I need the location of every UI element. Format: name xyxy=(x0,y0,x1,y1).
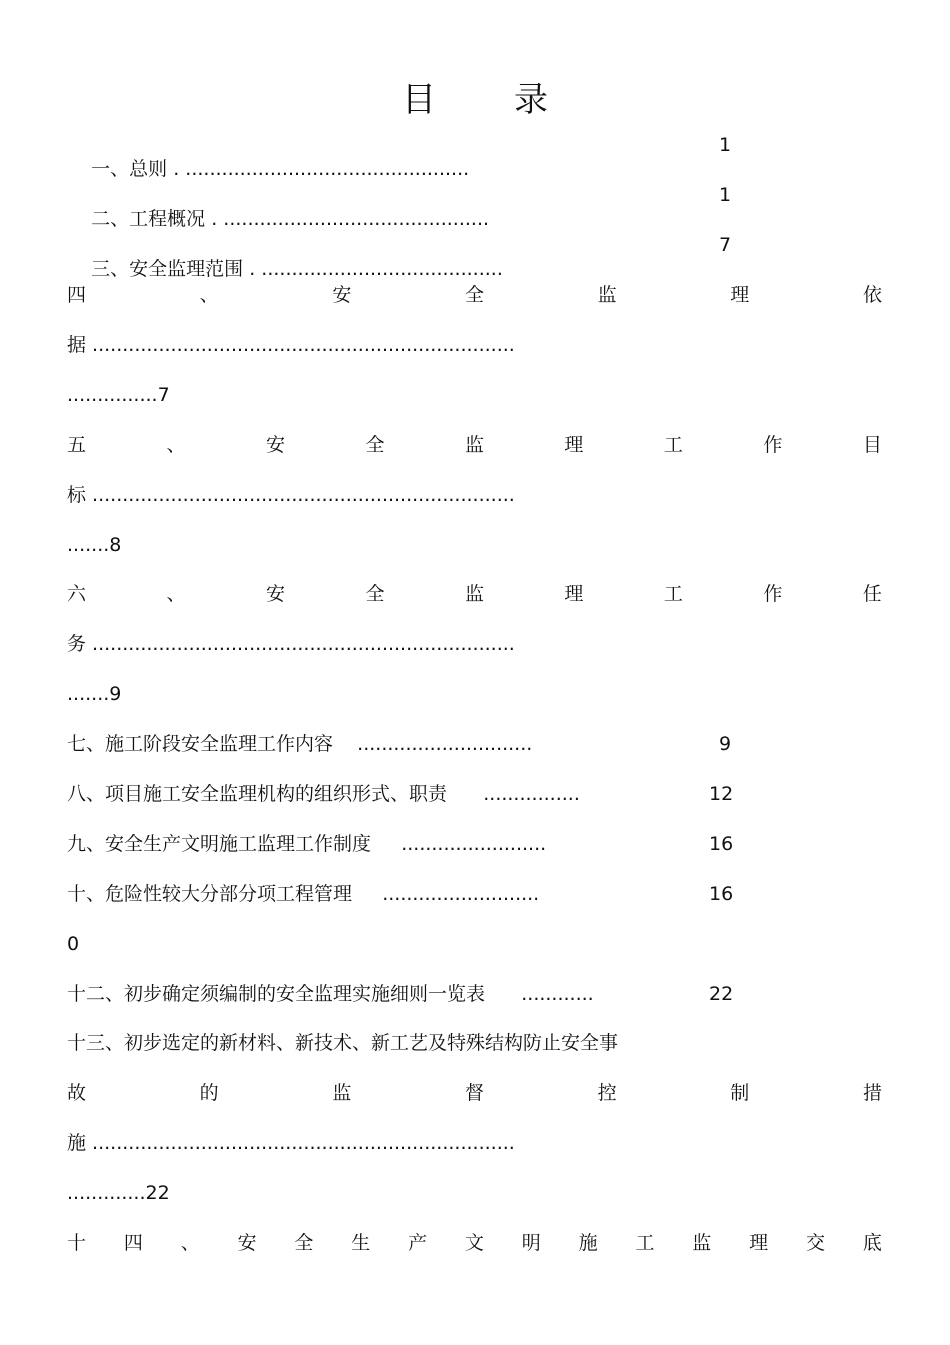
toc-char: 交 xyxy=(805,1232,825,1254)
toc-char: 依 xyxy=(862,284,882,306)
toc-char: 作 xyxy=(763,583,783,605)
toc-char: 监 xyxy=(464,434,484,456)
toc-char: 监 xyxy=(597,284,617,306)
toc-entry-10[interactable]: 十、危险性较大分部分项工程管理 .......................... xyxy=(67,883,540,905)
toc-char: 工 xyxy=(663,434,683,456)
toc-char: 十 xyxy=(67,1232,87,1254)
toc-char: 、 xyxy=(166,434,186,456)
toc-char: 施 xyxy=(578,1232,598,1254)
toc-entry-5-tail: .......8 xyxy=(67,534,122,556)
toc-entry-text: 一、总则 . ............................................... xyxy=(91,158,470,180)
toc-entry-9-page: 16 xyxy=(709,833,734,855)
toc-char: 、 xyxy=(180,1232,200,1254)
toc-char: 理 xyxy=(730,284,750,306)
toc-entry-5-spread[interactable] xyxy=(67,433,882,457)
toc-char: 监 xyxy=(692,1232,712,1254)
toc-char: 安 xyxy=(237,1232,257,1254)
toc-char: 工 xyxy=(663,583,683,605)
toc-entry-1[interactable] xyxy=(67,133,470,180)
toc-char: 理 xyxy=(749,1232,769,1254)
toc-char: 目 xyxy=(862,434,882,456)
toc-char: 故 xyxy=(67,1082,87,1104)
toc-entry-6-cont: 务 ...................................................................... xyxy=(67,633,515,655)
toc-entry-12-page: 22 xyxy=(709,983,734,1005)
toc-char: 监 xyxy=(464,583,484,605)
toc-entry-12[interactable]: 十二、初步确定须编制的安全监理实施细则一览表 ............ xyxy=(67,983,594,1005)
toc-char: 四 xyxy=(123,1232,143,1254)
toc-char: 监 xyxy=(332,1082,352,1104)
toc-entry-6-spread[interactable] xyxy=(67,582,882,606)
toc-char: 全 xyxy=(464,284,484,306)
title-char-2: 录 xyxy=(514,80,548,120)
toc-entry-9[interactable]: 九、安全生产文明施工监理工作制度 ........................ xyxy=(67,833,547,855)
toc-entry-7-page: 9 xyxy=(719,733,732,755)
toc-entry-4-cont: 据 ...................................................................... xyxy=(67,334,515,356)
toc-entry-14-spread[interactable] xyxy=(67,1231,882,1255)
toc-char: 五 xyxy=(67,434,87,456)
toc-entry-7[interactable]: 七、施工阶段安全监理工作内容 ............................. xyxy=(67,733,533,755)
page-title xyxy=(0,72,950,121)
toc-char: 理 xyxy=(564,583,584,605)
toc-entry-3[interactable] xyxy=(67,233,503,280)
toc-entry-13-spread[interactable] xyxy=(67,1081,882,1105)
toc-entry-6-tail: .......9 xyxy=(67,683,122,705)
toc-char: 明 xyxy=(521,1232,541,1254)
toc-entry-2-page: 1 xyxy=(719,184,732,206)
toc-char: 作 xyxy=(763,434,783,456)
toc-entry-4-spread[interactable] xyxy=(67,283,882,307)
toc-char: 全 xyxy=(294,1232,314,1254)
title-char-1: 目 xyxy=(402,80,436,120)
toc-char: 措 xyxy=(862,1082,882,1104)
toc-char: 全 xyxy=(365,583,385,605)
toc-entry-13-line1[interactable]: 十三、初步选定的新材料、新技术、新工艺及特殊结构防止安全事 xyxy=(67,1032,619,1054)
toc-char: 、 xyxy=(166,583,186,605)
toc-entry-8[interactable]: 八、项目施工安全监理机构的组织形式、职责 ................ xyxy=(67,783,580,805)
toc-entry-text: 二、工程概况 . ............................................ xyxy=(91,208,490,230)
toc-entry-text: 三、安全监理范围 . ........................................ xyxy=(91,258,503,280)
toc-char: 生 xyxy=(351,1232,371,1254)
toc-char: 督 xyxy=(464,1082,484,1104)
toc-char: 六 xyxy=(67,583,87,605)
toc-char: 底 xyxy=(862,1232,882,1254)
toc-entry-10-page: 16 xyxy=(709,883,734,905)
toc-char: 的 xyxy=(199,1082,219,1104)
toc-entry-13-tail: .............22 xyxy=(67,1182,170,1204)
toc-char: 任 xyxy=(862,583,882,605)
toc-char: 制 xyxy=(730,1082,750,1104)
toc-entry-1-page: 1 xyxy=(719,134,732,156)
toc-entry-13-cont: 施 ...................................................................... xyxy=(67,1132,515,1154)
toc-entry-4-tail: ...............7 xyxy=(67,384,170,406)
toc-entry-3-page: 7 xyxy=(719,234,732,256)
toc-char: 安 xyxy=(265,583,285,605)
toc-char: 控 xyxy=(597,1082,617,1104)
toc-char: 四 xyxy=(67,284,87,306)
toc-char: 产 xyxy=(408,1232,428,1254)
toc-entry-8-page: 12 xyxy=(709,783,734,805)
toc-entry-2[interactable] xyxy=(67,183,490,230)
toc-char: 理 xyxy=(564,434,584,456)
toc-entry-5-cont: 标 ...................................................................... xyxy=(67,484,515,506)
toc-char: 文 xyxy=(464,1232,484,1254)
toc-char: 工 xyxy=(635,1232,655,1254)
toc-char: 安 xyxy=(332,284,352,306)
toc-char: 、 xyxy=(199,284,219,306)
toc-char: 全 xyxy=(365,434,385,456)
toc-char: 安 xyxy=(265,434,285,456)
toc-entry-10-extra: 0 xyxy=(67,933,80,955)
